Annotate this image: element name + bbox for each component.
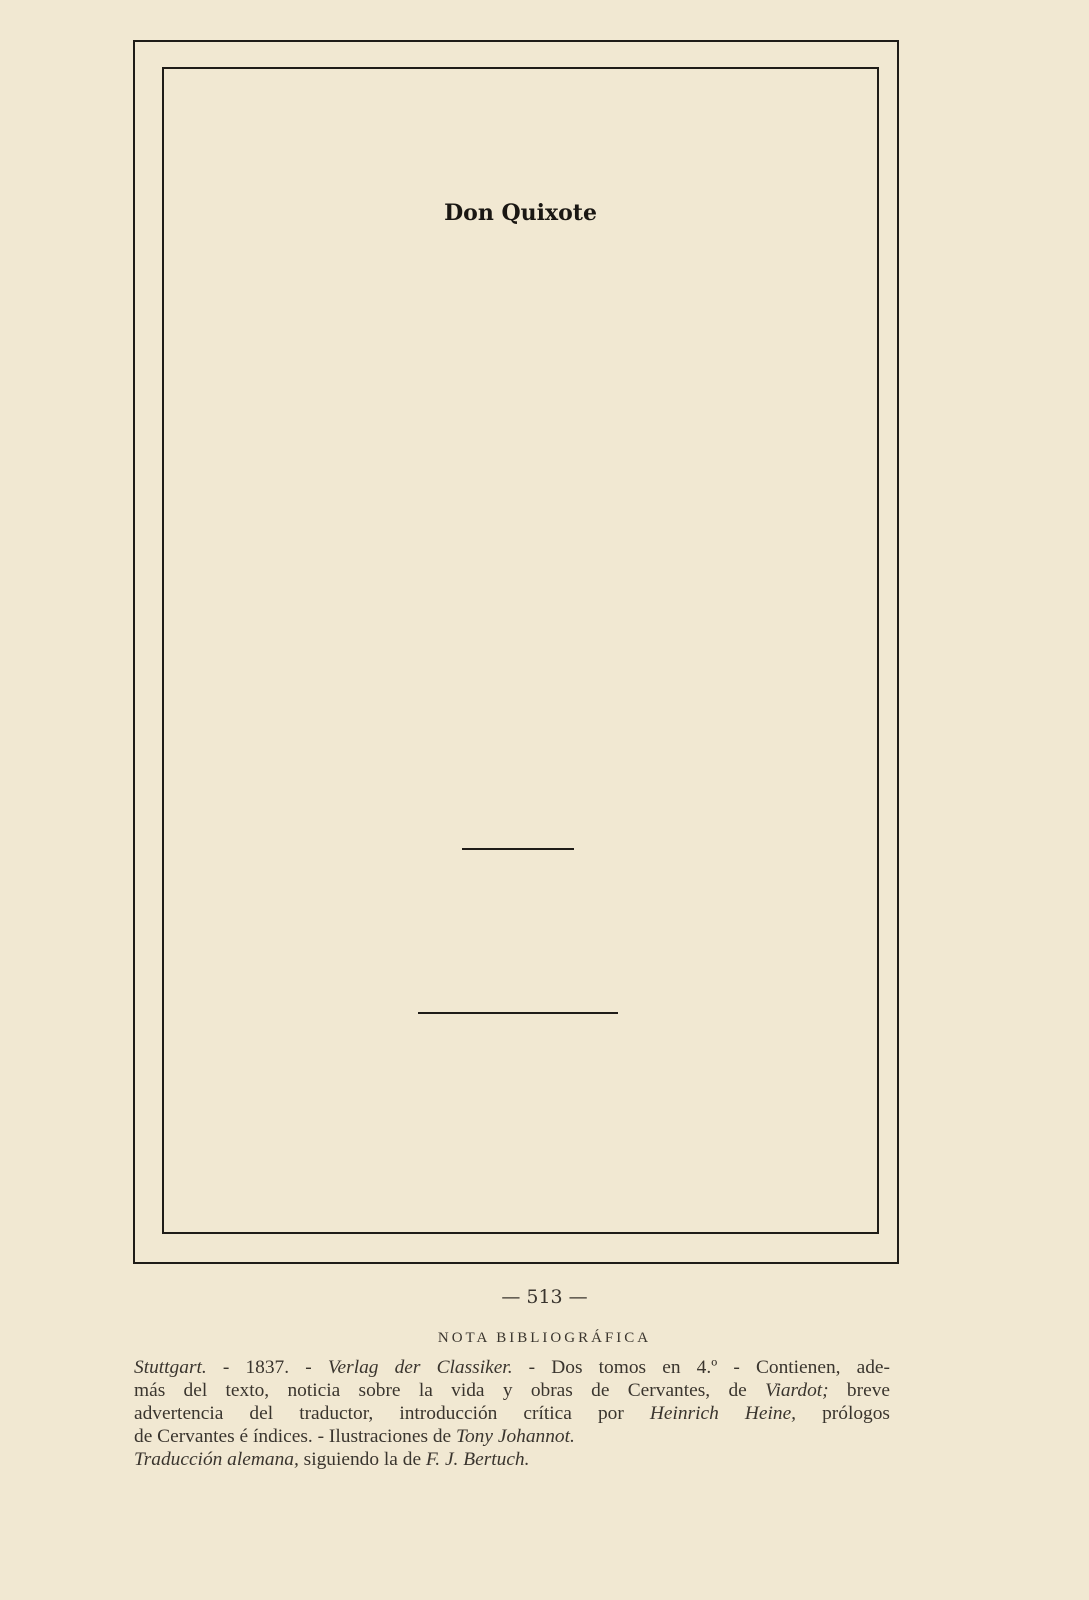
note-line xyxy=(134,1425,890,1448)
page-number: — 513 — xyxy=(501,1286,588,1308)
note-text: prólogos xyxy=(796,1403,890,1424)
note-text: - 1837. - xyxy=(206,1357,328,1378)
note-text: breve xyxy=(828,1380,890,1401)
note-johannot: Tony Johannot. xyxy=(455,1426,575,1447)
note-viardot: Viardot; xyxy=(765,1380,829,1401)
note-line xyxy=(134,1379,890,1402)
note-place: Stuttgart. xyxy=(134,1357,207,1378)
note-publisher: Verlag der Classiker. xyxy=(327,1357,513,1378)
note-text: de Cervantes é índices. - Ilustraciones de xyxy=(134,1426,456,1447)
note-heine: Heinrich Heine, xyxy=(649,1403,797,1424)
note-line xyxy=(134,1356,890,1379)
note-bertuch: F. J. Bertuch. xyxy=(425,1449,530,1470)
inner-border-frame xyxy=(162,67,879,1234)
note-text: advertencia del traductor, introducción crítica por xyxy=(134,1403,650,1424)
bibliographic-note xyxy=(134,1356,890,1471)
note-translation: Traducción alemana, xyxy=(134,1449,299,1470)
divider-rule-upper xyxy=(462,848,574,850)
note-text: siguiendo la de xyxy=(298,1449,426,1470)
note-line xyxy=(134,1448,890,1471)
divider-rule-lower xyxy=(418,1012,618,1014)
note-text: - Dos tomos en 4.º - Contienen, ade- xyxy=(512,1357,890,1378)
note-text: más del texto, noticia sobre la vida y obras de Cervantes, de xyxy=(134,1380,766,1401)
title-don-quixote: Don Quixote xyxy=(444,200,597,226)
note-line xyxy=(134,1402,890,1425)
note-heading: NOTA BIBLIOGRÁFICA xyxy=(437,1330,652,1346)
